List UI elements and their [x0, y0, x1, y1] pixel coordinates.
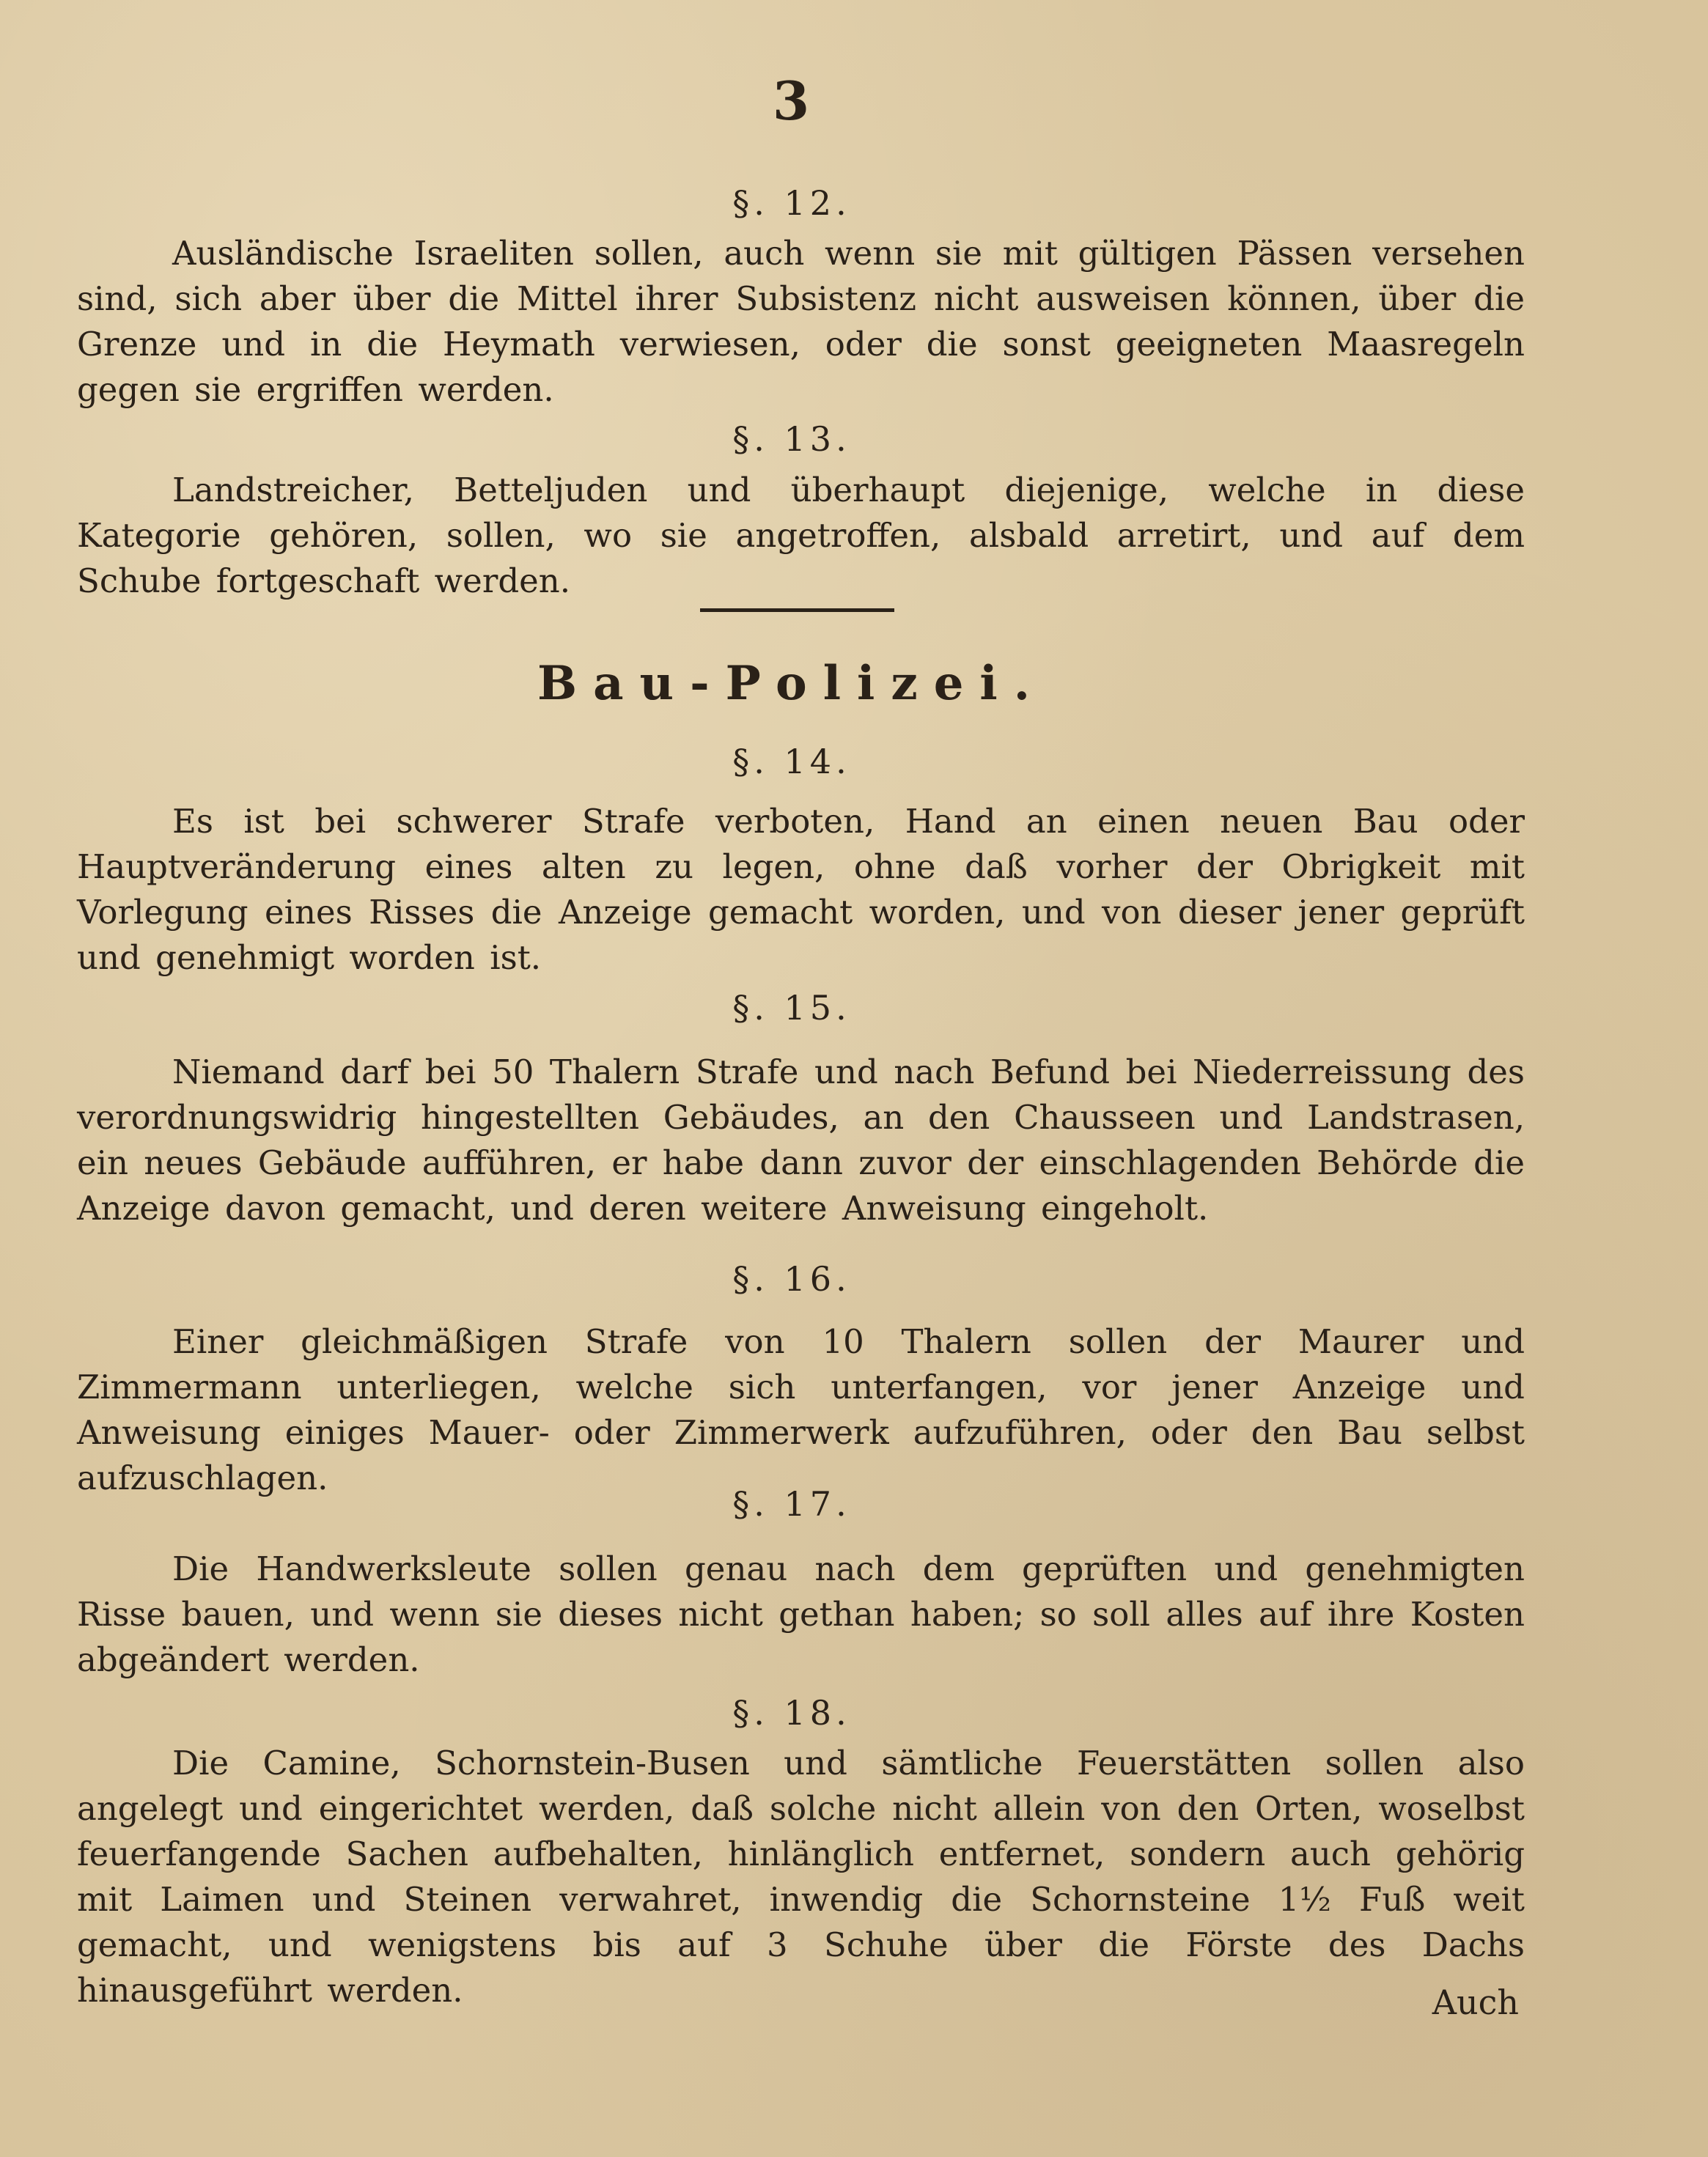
- section-mark-18: §. 18.: [732, 1693, 851, 1733]
- section-mark-17: §. 17.: [732, 1484, 851, 1524]
- paragraph-16: Einer gleichmäßigen Strafe von 10 Thalern sollen der Maurer und Zimmermann unterliegen, welche sich unterfangen, vor jener Anzeige und Anweisung einiges Mauer- oder Zimmerwerk aufzuführen, oder den Bau selbst aufzuschlagen.: [77, 1322, 1525, 1497]
- section-mark-13: §. 13.: [732, 419, 851, 459]
- paragraph-15: Niemand darf bei 50 Thalern Strafe und nach Befund bei Niederreissung des verordnungswidrig hingestellten Gebäudes, an den Chausseen und Landstrasen, ein neues Gebäude aufführen, er habe dann zuvor der einschlagenden Behörde die Anzeige davon gemacht, und deren weitere Anweisung eingeholt.: [77, 1052, 1525, 1228]
- section-divider: [700, 608, 894, 612]
- catchword: Auch: [1432, 1983, 1519, 2022]
- page-number: 3: [772, 70, 811, 132]
- section-mark-14: §. 14.: [732, 742, 851, 781]
- paragraph-14: Es ist bei schwerer Strafe verboten, Hand an einen neuen Bau oder Hauptveränderung eines alten zu legen, ohne daß vorher der Obrigkeit mit Vorlegung eines Risses die Anzeige gemacht worden, und von dieser jener geprüft und genehmigt worden ist.: [77, 802, 1525, 977]
- paragraph-18: Die Camine, Schornstein-Busen und sämtliche Feuerstätten sollen also angelegt und eingerichtet werden, daß solche nicht allein von den Orten, woselbst feuerfangende Sachen aufbehalten, hinlänglich entfernet, sondern auch gehörig mit Laimen und Steinen verwahret, inwendig die Schornsteine 1½ Fuß weit gemacht, und wenigstens bis auf 3 Schuhe über die Förste des Dachs hinausgeführt werden.: [77, 1744, 1525, 2010]
- section-mark-15: §. 15.: [732, 988, 851, 1028]
- paragraph-17: Die Handwerksleute sollen genau nach dem geprüften und genehmigten Risse bauen, und wenn sie dieses nicht gethan haben; so soll alles auf ihre Kosten abgeändert werden.: [77, 1549, 1525, 1679]
- paragraph-13: Landstreicher, Betteljuden und überhaupt diejenige, welche in diese Kategorie gehören, sollen, wo sie angetroffen, alsbald arretirt, und auf dem Schube fortgeschaft werden.: [77, 471, 1525, 600]
- section-mark-12: §. 12.: [732, 183, 851, 223]
- paragraph-12: Ausländische Israeliten sollen, auch wenn sie mit gültigen Pässen versehen sind, sich aber über die Mittel ihrer Subsistenz nicht ausweisen können, über die Grenze und in die Heymath verwiesen, oder die sonst geeigneten Maasregeln gegen sie ergriffen werden.: [77, 234, 1525, 409]
- heading-bau-polizei: Bau-Polizei.: [537, 656, 1047, 711]
- section-mark-16: §. 16.: [732, 1259, 851, 1299]
